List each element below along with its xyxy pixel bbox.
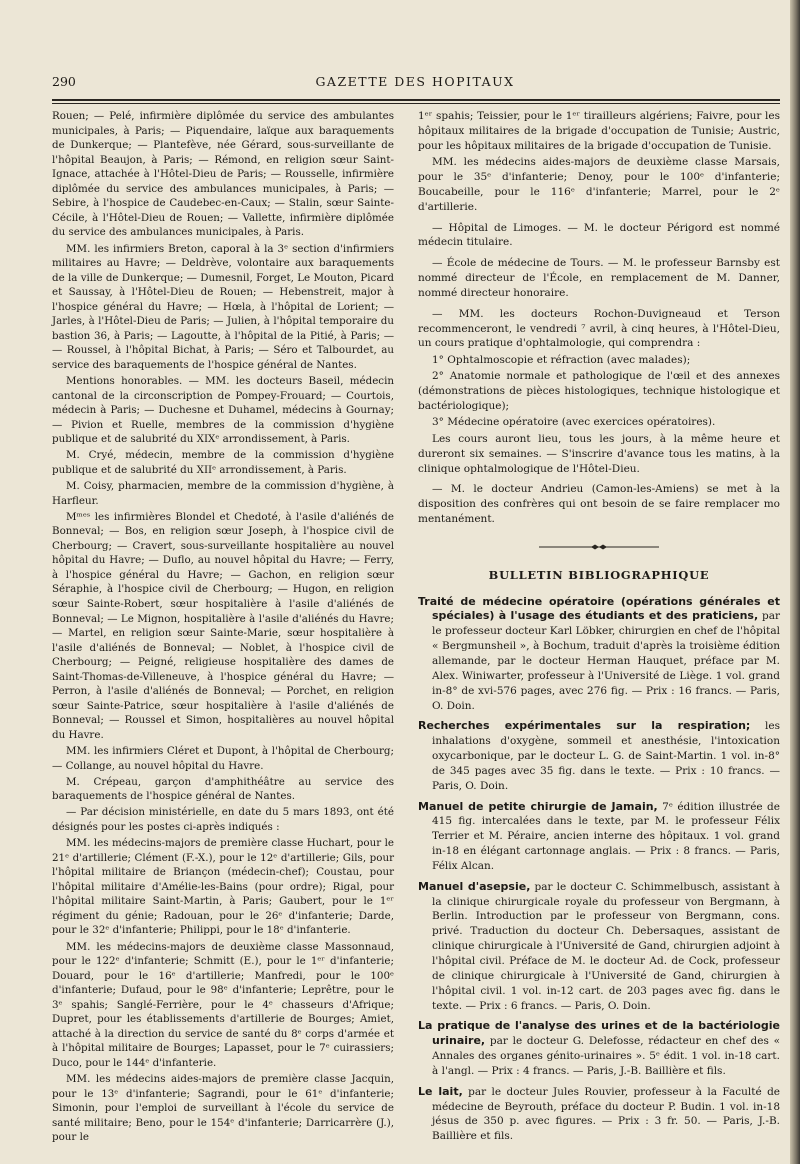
entry-text: par le docteur C. Schimmelbusch, assistant à la clinique chirurgicale royale du professeur von Bergmann, à Berlin. Introduction par le professeur von Bergmann, cons. privé. Traduction du docteur Ch. Debersaques, assistant de clinique chirurgicale à l'Université de Gand, chirurgien adjoint à l'hôpital civil. Préface de M. le docteur Ad. de Cock, professeur de clinique chirurgicale à l'Université de Gand, chirurgien à l'hôpital civil. 1 vol. in-12 cart. de 203 pages avec fig. dans le texte. — Prix : 6 francs. — Paris, O. Doin.: [432, 880, 780, 1012]
bibliography-entry: [418, 800, 780, 874]
entry-title: La pratique de l'analyse des urines et de la bactériologie urinaire,: [418, 1019, 780, 1048]
bibliography-entry: [418, 1085, 780, 1144]
entry-title: Manuel d'asepsie,: [418, 879, 531, 893]
entry-title: Manuel de petite chirurgie de Jamain,: [418, 799, 658, 813]
paragraph: — MM. les docteurs Rochon-Duvigneaud et Terson recommenceront, le vendredi ⁷ avril, à cinq heures, à l'Hôtel-Dieu, un cours pratique d'ophtalmologie, qui comprendra :: [418, 307, 780, 350]
entry-text: par le docteur Jules Rouvier, professeur à la Faculté de médecine de Beyrouth, préface du docteur P. Budin. 1 vol. in-18 jésus de 350 p. avec figures. — Prix : 3 fr. 50. — Paris, J.-B. Baillière et fils.: [432, 1085, 781, 1143]
entry-text: par le professeur docteur Karl Löbker, chirurgien en chef de l'hôpital « Bergmunsheil », à Bochum, traduit d'après la troisième édition allemande, par le docteur Herman Hauquet, préface par M. Alex. Winiwarter, professeur à l'Université de Liège. 1 vol. grand in-8° de xvi-576 pages, avec 276 fig. — Prix : 16 francs. — Paris, O. Doin.: [432, 610, 781, 712]
bibliography-entry: [418, 595, 780, 714]
page-number: 290: [52, 74, 76, 89]
paragraph: Les cours auront lieu, tous les jours, à la même heure et dureront six semaines. — S'inscrire d'avance tous les matins, à la clinique ophtalmologique de l'Hôtel-Dieu.: [418, 432, 780, 475]
header-rule-thin: [52, 103, 780, 104]
paragraph: 3° Médecine opératoire (avec exercices opératoires).: [432, 416, 716, 429]
page-binding-edge: [790, 0, 800, 1164]
entry-title: Traité de médecine opératoire (opérations générales et spéciales) à l'usage des étudiants et des praticiens,: [418, 594, 780, 623]
paragraph: Mentions honorables. — MM. les docteurs Baseil, médecin cantonal de la circonscription de Pompey-Frouard; — Courtois, médecin à Paris; — Duchesne et Duhamel, médecins à Gournay; — Pivion et Ruelle, membres de la commission d'hygiène publique et de salubrité du XIXᵉ arrondissement, à Paris.: [52, 375, 394, 446]
bibliography-entry: [418, 1019, 780, 1078]
paragraph: MM. les infirmiers Breton, caporal à la 3ᵉ section d'infirmiers militaires au Havre; — Deldrève, volontaire aux baraquements de la ville de Dunkerque; — Dumesnil, Forget, Le Mouton, Picard et Saussay, à l'Hôtel-Dieu de Rouen; — Hebenstreit, major à l'hospice général du Havre; — Hœla, à l'hôpital de Lorient; — Jarles, à l'Hôtel-Dieu de Paris; — Julien, à l'hôpital temporaire du bastion 36, à Paris; — Lagoutte, à l'hôpital de la Pitié, à Paris; — — Roussel, à l'hôpital Bichat, à Paris; — Séro et Talbourdet, au service des baraquements de l'hospice général de Nantes.: [52, 242, 394, 371]
paragraph: — Par décision ministérielle, en date du 5 mars 1893, ont été désignés pour les postes ci-après indiqués :: [52, 806, 394, 833]
page-header: [52, 74, 778, 90]
paragraph: M. Crépeau, garçon d'amphithéâtre au service des baraquements de l'hospice général de Nantes.: [52, 775, 394, 803]
entry-text: 7ᵉ édition illustrée de 415 fig. intercalées dans le texte, par M. le professeur Félix Terrier et M. Péraire, ancien interne des hôpitaux. 1 vol. grand in-18 en élégant cartonnage anglais. — Prix : 8 francs. — Paris, Félix Alcan.: [432, 800, 780, 872]
paragraph: 2° Anatomie normale et pathologique de l'œil et des annexes (démonstrations de pièces histologiques, technique histologique et bactériologique);: [418, 370, 780, 412]
ornament-rule-icon: [539, 544, 659, 550]
journal-title: GAZETTE DES HOPITAUX: [315, 74, 515, 89]
paragraph: MM. les médecins-majors de deuxième classe Massonnaud, pour le 122ᵉ d'infanterie; Schmitt (E.), pour le 1ᵉʳ d'infanterie; Douard, pour le 16ᵉ d'artillerie; Manfredi, pour le 100ᵉ d'infanterie; Dufaud, pour le 98ᵉ d'infanterie; Leprêtre, pour le 3ᵉ spahis; Sanglé-Ferrière, pour le 4ᵉ chasseurs d'Afrique; Dupret, pour les établissements d'artillerie de Bourges; Amiet, attaché à la direction du service de santé du 8ᵉ corps d'armée et à l'hôpital militaire de Bourges; Lapasset, pour le 7ᵉ cuirassiers; Duco, pour le 144ᵉ d'infanterie.: [52, 940, 394, 1069]
entry-title: Le lait,: [418, 1084, 463, 1098]
paragraph: 1° Ophtalmoscopie et réfraction (avec malades);: [432, 353, 691, 366]
paragraph: MM. les médecins aides-majors de première classe Jacquin, pour le 13ᵉ d'infanterie; Sagrandi, pour le 61ᵉ d'infanterie; Simonin, pour l'emploi de surveillant à l'école du service de santé militaire; Beno, pour le 154ᵉ d'infanterie; Darricarrère (J.), pour le: [52, 1073, 394, 1144]
bulletin-heading: BULLETIN BIBLIOGRAPHIQUE: [488, 567, 710, 582]
bibliography-entry: [418, 719, 780, 793]
section-divider-ornament: [539, 541, 659, 556]
paragraph: Rouen; — Pelé, infirmière diplômée du service des ambulantes municipales, à Paris; — Piquendaire, laïque aux baraquements de Dunkerque; — Plantefève, née Gérard, sous-surveillante de l'hôpital Beaujon, à Paris; — Rémond, en religion sœur Saint-Ignace, attachée à l'Hôtel-Dieu de Paris; — Rousselle, infirmière diplômée du service des ambulances municipales, à Paris; — Sebire, à l'hospice de Caudebec-en-Caux; — Stalin, sœur Sainte-Cécile, à l'Hôtel-Dieu de Rouen; — Vallette, infirmière diplômée du service des ambulances municipales, à Paris.: [52, 110, 394, 239]
left-column: [52, 109, 394, 1146]
paragraph: Mᵐᵉˢ les infirmières Blondel et Chedoté, à l'asile d'aliénés de Bonneval; — Bos, en religion sœur Joseph, à l'hospice civil de Cherbourg; — Cravert, sous-surveillante hospitalière au nouvel hôpital du Havre; — Duflo, au nouvel hôpital du Havre; — Ferry, à l'hospice général du Havre; — Gachon, en religion sœur Séraphie, à l'hospice civil de Cherbourg; — Hugon, en religion sœur Sainte-Robert, sœur hospitalière à l'asile d'aliénés de Bonneval; — Le Mignon, hospitalière à l'asile d'aliénés du Havre; — Martel, en religion sœur Sainte-Marie, sœur hospitalière à l'asile d'aliénés de Bonneval; — Noblet, à l'hospice civil de Cherbourg; — Peigné, religieuse hospitalière des dames de Saint-Thomas-de-Villeneuve, à l'hospice général du Havre; — Perron, à l'asile d'aliénés de Bonneval; — Porchet, en religion sœur Sainte-Patrice, sœur hospitalière à l'asile d'aliénés de Bonneval; — Roussel et Simon, hospitalières au nouvel hôpital du Havre.: [52, 510, 394, 741]
paragraph: — École de médecine de Tours. — M. le professeur Barnsby est nommé directeur de l'École, en remplacement de M. Danner, nommé directeur honoraire.: [418, 257, 780, 299]
paragraph: MM. les infirmiers Cléret et Dupont, à l'hôpital de Cherbourg; — Collange, au nouvel hôpital du Havre.: [52, 745, 394, 772]
entry-title: Recherches expérimentales sur la respiration;: [418, 719, 751, 733]
paragraph: — Hôpital de Limoges. — M. le docteur Périgord est nommé médecin titulaire.: [418, 221, 780, 249]
entry-text: par le docteur G. Delefosse, rédacteur en chef des « Annales des organes génito-urinaires ». 5ᵉ édit. 1 vol. in-18 cart. à l'angl. — Prix : 4 francs. — Paris, J.-B. Baillière et fils.: [432, 1035, 780, 1077]
paragraph: M. Coisy, pharmacien, membre de la commission d'hygiène, à Harfleur.: [52, 480, 394, 507]
paragraph: MM. les médecins-majors de première classe Huchart, pour le 21ᵉ d'artillerie; Clément (F.-X.), pour le 12ᵉ d'artillerie; Gils, pour l'hôpital militaire de Briançon (médecin-chef); Coustau, pour l'hôpital militaire d'Amélie-les-Bains (pour ordre); Rigal, pour l'hôpital militaire Saint-Martin, à Paris; Gaubert, pour le 1ᵉʳ régiment du génie; Radouan, pour le 26ᵉ d'infanterie; Darde, pour le 32ᵉ d'infanterie; Philippi, pour le 18ᵉ d'infanterie.: [52, 837, 394, 937]
right-column: [418, 109, 780, 1150]
paragraph: 1ᵉʳ spahis; Teissier, pour le 1ᵉʳ tirailleurs algériens; Faivre, pour les hôpitaux militaires de la brigade d'occupation de Tunisie; Austric, pour les hôpitaux militaires de la brigade d'occupation de Tunisie.: [418, 110, 780, 152]
paragraph: — M. le docteur Andrieu (Camon-les-Amiens) se met à la disposition des confrères qui ont besoin de se faire remplacer mo mentanément.: [418, 483, 780, 526]
paragraph: M. Cryé, médecin, membre de la commission d'hygiène publique et de salubrité du XIIᵉ arrondissement, à Paris.: [52, 449, 394, 476]
paragraph: MM. les médecins aides-majors de deuxième classe Marsais, pour le 35ᵉ d'infanterie; Denoy, pour le 100ᵉ d'infanterie; Boucabeille, pour le 116ᵉ d'infanterie; Marrel, pour le 2ᵉ d'artillerie.: [418, 156, 780, 213]
header-rule-thick: [52, 99, 780, 101]
entry-text: les inhalations d'oxygène, sommeil et anesthésie, l'intoxication oxycarbonique, par le docteur L. G. de Saint-Martin. 1 vol. in-8° de 345 pages avec 35 fig. dans le texte. — Prix : 10 francs. — Paris, O. Doin.: [432, 720, 780, 792]
bibliography-entry: [418, 880, 780, 1014]
